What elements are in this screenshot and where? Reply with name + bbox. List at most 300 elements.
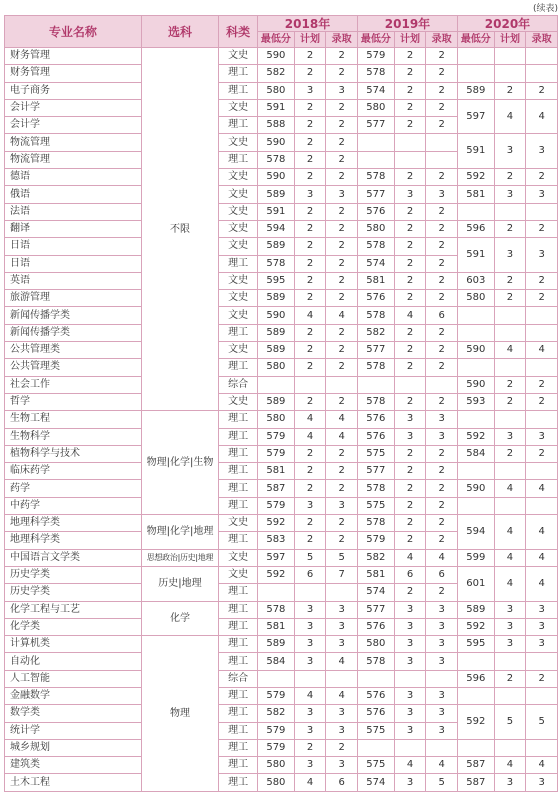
plan-cell: 2 [294, 134, 326, 151]
min-score-cell: 580 [258, 82, 295, 99]
plan-cell: 4 [394, 757, 426, 774]
admitted-cell: 7 [326, 566, 358, 583]
major-cell: 生物工程 [5, 411, 142, 428]
min-score-cell: 597 [258, 549, 295, 566]
min-score-cell: 589 [258, 186, 295, 203]
plan-cell: 2 [294, 445, 326, 462]
header-category: 科类 [219, 16, 258, 48]
min-score-cell [457, 48, 494, 65]
min-score-cell: 574 [357, 255, 394, 272]
plan-cell: 3 [494, 238, 526, 273]
min-score-cell [357, 739, 394, 756]
table-row [5, 238, 558, 255]
plan-cell: 2 [294, 238, 326, 255]
major-cell: 建筑类 [5, 757, 142, 774]
admitted-cell: 3 [326, 601, 358, 618]
plan-cell [494, 463, 526, 480]
admitted-cell: 2 [526, 220, 558, 237]
category-cell: 理工 [219, 255, 258, 272]
admitted-cell: 2 [326, 272, 358, 289]
min-score-cell: 592 [457, 705, 494, 740]
plan-cell: 4 [494, 757, 526, 774]
table-row [5, 739, 558, 756]
plan-cell [394, 151, 426, 168]
min-score-cell: 578 [357, 515, 394, 532]
plan-cell: 2 [494, 82, 526, 99]
admitted-cell: 2 [326, 739, 358, 756]
major-cell: 临床药学 [5, 463, 142, 480]
min-score-cell [457, 739, 494, 756]
min-score-cell: 581 [357, 566, 394, 583]
admitted-cell [526, 65, 558, 82]
plan-cell: 3 [494, 134, 526, 169]
min-score-cell: 601 [457, 566, 494, 601]
plan-cell: 5 [294, 549, 326, 566]
plan-cell: 2 [394, 290, 426, 307]
plan-cell: 2 [294, 203, 326, 220]
table-row [5, 376, 558, 393]
plan-cell: 2 [294, 739, 326, 756]
plan-cell: 2 [394, 393, 426, 410]
plan-cell: 4 [394, 549, 426, 566]
major-cell: 日语 [5, 255, 142, 272]
min-score-cell: 575 [357, 722, 394, 739]
min-score-cell: 589 [258, 290, 295, 307]
plan-cell: 3 [394, 774, 426, 791]
plan-cell: 2 [294, 532, 326, 549]
plan-cell: 2 [294, 359, 326, 376]
min-score-cell: 580 [357, 99, 394, 116]
category-cell: 理工 [219, 411, 258, 428]
min-score-cell: 577 [357, 117, 394, 134]
admitted-cell: 2 [426, 497, 458, 514]
table-row [5, 203, 558, 220]
major-cell: 药学 [5, 480, 142, 497]
plan-cell [494, 739, 526, 756]
min-score-cell: 580 [457, 290, 494, 307]
category-cell: 文史 [219, 566, 258, 583]
admitted-cell: 2 [426, 48, 458, 65]
plan-cell: 4 [494, 480, 526, 497]
category-cell: 文史 [219, 515, 258, 532]
admitted-cell: 3 [326, 618, 358, 635]
admitted-cell [526, 497, 558, 514]
category-cell: 理工 [219, 722, 258, 739]
plan-cell: 5 [494, 705, 526, 740]
table-row [5, 636, 558, 653]
plan-cell: 3 [494, 186, 526, 203]
plan-cell: 3 [494, 428, 526, 445]
admitted-cell: 3 [426, 722, 458, 739]
plan-cell [394, 739, 426, 756]
category-cell: 理工 [219, 653, 258, 670]
min-score-cell: 589 [258, 324, 295, 341]
min-score-cell: 593 [457, 393, 494, 410]
plan-cell: 2 [394, 203, 426, 220]
plan-cell: 3 [494, 774, 526, 791]
min-score-cell: 582 [258, 705, 295, 722]
plan-cell [494, 359, 526, 376]
plan-cell: 2 [294, 117, 326, 134]
admitted-cell: 3 [426, 618, 458, 635]
min-score-cell: 577 [357, 463, 394, 480]
plan-cell: 3 [394, 687, 426, 704]
admitted-cell: 2 [426, 117, 458, 134]
plan-cell: 2 [394, 532, 426, 549]
min-score-cell: 590 [457, 342, 494, 359]
subject-cell: 不限 [141, 48, 219, 411]
admitted-cell [526, 324, 558, 341]
category-cell: 文史 [219, 134, 258, 151]
plan-cell: 2 [394, 584, 426, 601]
plan-cell: 4 [294, 687, 326, 704]
min-score-cell: 591 [258, 203, 295, 220]
admitted-cell [526, 203, 558, 220]
admitted-cell: 4 [426, 549, 458, 566]
table-row [5, 169, 558, 186]
min-score-cell: 575 [357, 757, 394, 774]
header-year-2018: 2018年 [258, 16, 358, 32]
admitted-cell: 4 [526, 549, 558, 566]
min-score-cell: 589 [457, 601, 494, 618]
min-score-cell: 587 [457, 757, 494, 774]
plan-cell [294, 584, 326, 601]
admitted-cell [526, 463, 558, 480]
min-score-cell: 590 [258, 48, 295, 65]
header-year-2020: 2020年 [457, 16, 557, 32]
table-row [5, 705, 558, 722]
min-score-cell: 580 [357, 636, 394, 653]
min-score-cell: 590 [457, 376, 494, 393]
admitted-cell: 2 [526, 169, 558, 186]
subject-cell: 历史|地理 [141, 566, 219, 601]
major-cell: 植物科学与技术 [5, 445, 142, 462]
major-cell: 日语 [5, 238, 142, 255]
min-score-cell: 587 [457, 774, 494, 791]
major-cell: 物流管理 [5, 134, 142, 151]
min-score-cell: 576 [357, 705, 394, 722]
admitted-cell: 2 [426, 169, 458, 186]
table-row [5, 774, 558, 791]
admitted-cell: 3 [326, 186, 358, 203]
major-cell: 历史学类 [5, 584, 142, 601]
plan-cell: 6 [294, 566, 326, 583]
plan-cell: 2 [494, 393, 526, 410]
admitted-cell: 3 [326, 636, 358, 653]
major-cell: 人工智能 [5, 670, 142, 687]
min-score-cell: 597 [457, 99, 494, 134]
min-score-cell: 578 [357, 307, 394, 324]
plan-cell: 3 [494, 636, 526, 653]
major-cell: 地理科学类 [5, 515, 142, 532]
admitted-cell: 2 [326, 324, 358, 341]
major-cell: 城乡规划 [5, 739, 142, 756]
plan-cell: 2 [294, 99, 326, 116]
admitted-cell: 4 [326, 428, 358, 445]
plan-cell: 4 [294, 774, 326, 791]
plan-cell: 2 [394, 99, 426, 116]
major-cell: 金融数学 [5, 687, 142, 704]
plan-cell: 2 [294, 324, 326, 341]
plan-cell [394, 376, 426, 393]
plan-cell: 2 [294, 480, 326, 497]
plan-cell: 2 [494, 220, 526, 237]
min-score-cell: 591 [457, 134, 494, 169]
admitted-cell [426, 151, 458, 168]
table-row [5, 670, 558, 687]
plan-cell: 2 [294, 48, 326, 65]
plan-cell [494, 203, 526, 220]
min-score-cell: 591 [457, 238, 494, 273]
major-cell: 自动化 [5, 653, 142, 670]
min-score-cell: 592 [457, 618, 494, 635]
plan-cell: 2 [394, 480, 426, 497]
category-cell: 理工 [219, 774, 258, 791]
min-score-cell: 574 [357, 584, 394, 601]
admitted-cell: 3 [526, 618, 558, 635]
admitted-cell: 3 [326, 757, 358, 774]
admitted-cell [526, 411, 558, 428]
plan-cell [294, 376, 326, 393]
admitted-cell: 3 [526, 238, 558, 273]
major-cell: 生物科学 [5, 428, 142, 445]
plan-cell: 6 [394, 566, 426, 583]
plan-cell: 2 [294, 220, 326, 237]
table-row [5, 566, 558, 583]
table-row [5, 757, 558, 774]
admitted-cell: 2 [426, 480, 458, 497]
min-score-cell: 576 [357, 618, 394, 635]
table-row [5, 48, 558, 65]
admitted-cell: 2 [326, 117, 358, 134]
category-cell: 理工 [219, 757, 258, 774]
min-score-cell [258, 376, 295, 393]
admitted-cell: 2 [326, 515, 358, 532]
admitted-cell [526, 48, 558, 65]
admitted-cell [526, 359, 558, 376]
table-row [5, 687, 558, 704]
admitted-cell: 4 [326, 411, 358, 428]
min-score-cell: 579 [258, 687, 295, 704]
admitted-cell: 2 [426, 445, 458, 462]
plan-cell: 2 [394, 272, 426, 289]
plan-cell: 4 [294, 428, 326, 445]
admitted-cell: 6 [426, 307, 458, 324]
plan-cell: 4 [494, 549, 526, 566]
min-score-cell: 590 [258, 307, 295, 324]
major-cell: 会计学 [5, 99, 142, 116]
admitted-cell: 2 [326, 359, 358, 376]
plan-cell: 3 [294, 601, 326, 618]
min-score-cell: 579 [258, 497, 295, 514]
admitted-cell: 2 [526, 82, 558, 99]
admitted-cell: 5 [326, 549, 358, 566]
admitted-cell: 2 [326, 220, 358, 237]
min-score-cell: 580 [357, 220, 394, 237]
admitted-cell: 2 [326, 48, 358, 65]
min-score-cell [457, 687, 494, 704]
table-row [5, 497, 558, 514]
plan-cell: 2 [394, 238, 426, 255]
admitted-cell: 2 [326, 238, 358, 255]
admitted-cell: 2 [426, 290, 458, 307]
plan-cell: 2 [394, 445, 426, 462]
plan-cell: 4 [494, 99, 526, 134]
plan-cell: 2 [494, 169, 526, 186]
category-cell: 综合 [219, 670, 258, 687]
min-score-cell: 603 [457, 272, 494, 289]
category-cell: 理工 [219, 497, 258, 514]
admitted-cell [426, 739, 458, 756]
category-cell: 理工 [219, 324, 258, 341]
table-row [5, 428, 558, 445]
admitted-cell: 4 [426, 757, 458, 774]
admitted-cell: 3 [426, 411, 458, 428]
plan-cell: 3 [394, 411, 426, 428]
table-row [5, 324, 558, 341]
min-score-cell: 590 [258, 169, 295, 186]
header-min-score: 最低分 [357, 32, 394, 48]
min-score-cell: 592 [258, 515, 295, 532]
min-score-cell: 581 [258, 463, 295, 480]
category-cell: 文史 [219, 220, 258, 237]
plan-cell: 2 [294, 272, 326, 289]
min-score-cell: 596 [457, 220, 494, 237]
category-cell: 文史 [219, 48, 258, 65]
major-cell: 中药学 [5, 497, 142, 514]
plan-cell: 2 [494, 670, 526, 687]
admitted-cell: 2 [326, 290, 358, 307]
min-score-cell: 580 [258, 359, 295, 376]
major-cell: 电子商务 [5, 82, 142, 99]
admitted-cell [326, 670, 358, 687]
admitted-cell [426, 376, 458, 393]
category-cell: 理工 [219, 463, 258, 480]
plan-cell [494, 65, 526, 82]
major-cell: 地理科学类 [5, 532, 142, 549]
min-score-cell: 594 [457, 515, 494, 550]
plan-cell [494, 653, 526, 670]
min-score-cell: 579 [258, 722, 295, 739]
admitted-cell: 2 [526, 272, 558, 289]
table-row [5, 463, 558, 480]
table-row [5, 186, 558, 203]
min-score-cell: 582 [258, 65, 295, 82]
admitted-cell: 3 [426, 653, 458, 670]
plan-cell: 2 [494, 376, 526, 393]
plan-cell: 2 [294, 65, 326, 82]
table-row [5, 290, 558, 307]
plan-cell [394, 670, 426, 687]
admitted-cell: 2 [426, 82, 458, 99]
min-score-cell: 578 [357, 359, 394, 376]
admitted-cell: 3 [326, 497, 358, 514]
plan-cell: 4 [494, 566, 526, 601]
table-row [5, 601, 558, 618]
table-row [5, 272, 558, 289]
major-cell: 哲学 [5, 393, 142, 410]
min-score-cell: 576 [357, 411, 394, 428]
admitted-cell: 4 [326, 653, 358, 670]
header-admitted: 录取 [326, 32, 358, 48]
admitted-cell: 2 [426, 515, 458, 532]
admitted-cell: 2 [526, 290, 558, 307]
admitted-cell: 3 [326, 705, 358, 722]
min-score-cell: 590 [457, 480, 494, 497]
plan-cell: 3 [394, 618, 426, 635]
plan-cell: 2 [394, 82, 426, 99]
min-score-cell: 575 [357, 497, 394, 514]
plan-cell: 2 [394, 497, 426, 514]
plan-cell: 3 [394, 186, 426, 203]
table-body [5, 48, 558, 792]
min-score-cell: 592 [258, 566, 295, 583]
admitted-cell: 2 [426, 99, 458, 116]
min-score-cell: 581 [457, 186, 494, 203]
major-cell: 翻译 [5, 220, 142, 237]
major-cell: 财务管理 [5, 48, 142, 65]
plan-cell: 2 [294, 342, 326, 359]
min-score-cell: 577 [357, 186, 394, 203]
admitted-cell: 2 [326, 393, 358, 410]
min-score-cell: 599 [457, 549, 494, 566]
min-score-cell: 574 [357, 774, 394, 791]
min-score-cell: 582 [357, 549, 394, 566]
major-cell: 新闻传播学类 [5, 307, 142, 324]
major-cell: 统计学 [5, 722, 142, 739]
admitted-cell: 2 [326, 151, 358, 168]
min-score-cell: 581 [258, 618, 295, 635]
admitted-cell: 2 [426, 359, 458, 376]
min-score-cell: 590 [258, 134, 295, 151]
min-score-cell: 578 [357, 65, 394, 82]
category-cell: 理工 [219, 151, 258, 168]
admitted-cell: 4 [526, 99, 558, 134]
min-score-cell: 583 [258, 532, 295, 549]
header-plan: 计划 [494, 32, 526, 48]
plan-cell: 2 [294, 290, 326, 307]
plan-cell: 3 [294, 757, 326, 774]
admitted-cell [526, 739, 558, 756]
header-major: 专业名称 [5, 16, 142, 48]
major-cell: 财务管理 [5, 65, 142, 82]
min-score-cell: 589 [258, 636, 295, 653]
plan-cell: 2 [394, 48, 426, 65]
admitted-cell: 4 [526, 342, 558, 359]
admitted-cell: 3 [526, 774, 558, 791]
min-score-cell [457, 653, 494, 670]
major-cell: 英语 [5, 272, 142, 289]
major-cell: 土木工程 [5, 774, 142, 791]
admitted-cell: 2 [426, 220, 458, 237]
category-cell: 文史 [219, 99, 258, 116]
min-score-cell: 576 [357, 203, 394, 220]
min-score-cell [457, 65, 494, 82]
min-score-cell [457, 203, 494, 220]
subject-cell: 思想政治|历史|地理 [141, 549, 219, 566]
min-score-cell [457, 359, 494, 376]
table-row [5, 307, 558, 324]
major-cell: 物流管理 [5, 151, 142, 168]
major-cell: 德语 [5, 169, 142, 186]
admitted-cell [426, 670, 458, 687]
min-score-cell: 575 [357, 445, 394, 462]
min-score-cell: 589 [258, 342, 295, 359]
header-plan: 计划 [294, 32, 326, 48]
continued-note: (续表) [532, 4, 558, 14]
category-cell: 理工 [219, 601, 258, 618]
category-cell: 理工 [219, 445, 258, 462]
